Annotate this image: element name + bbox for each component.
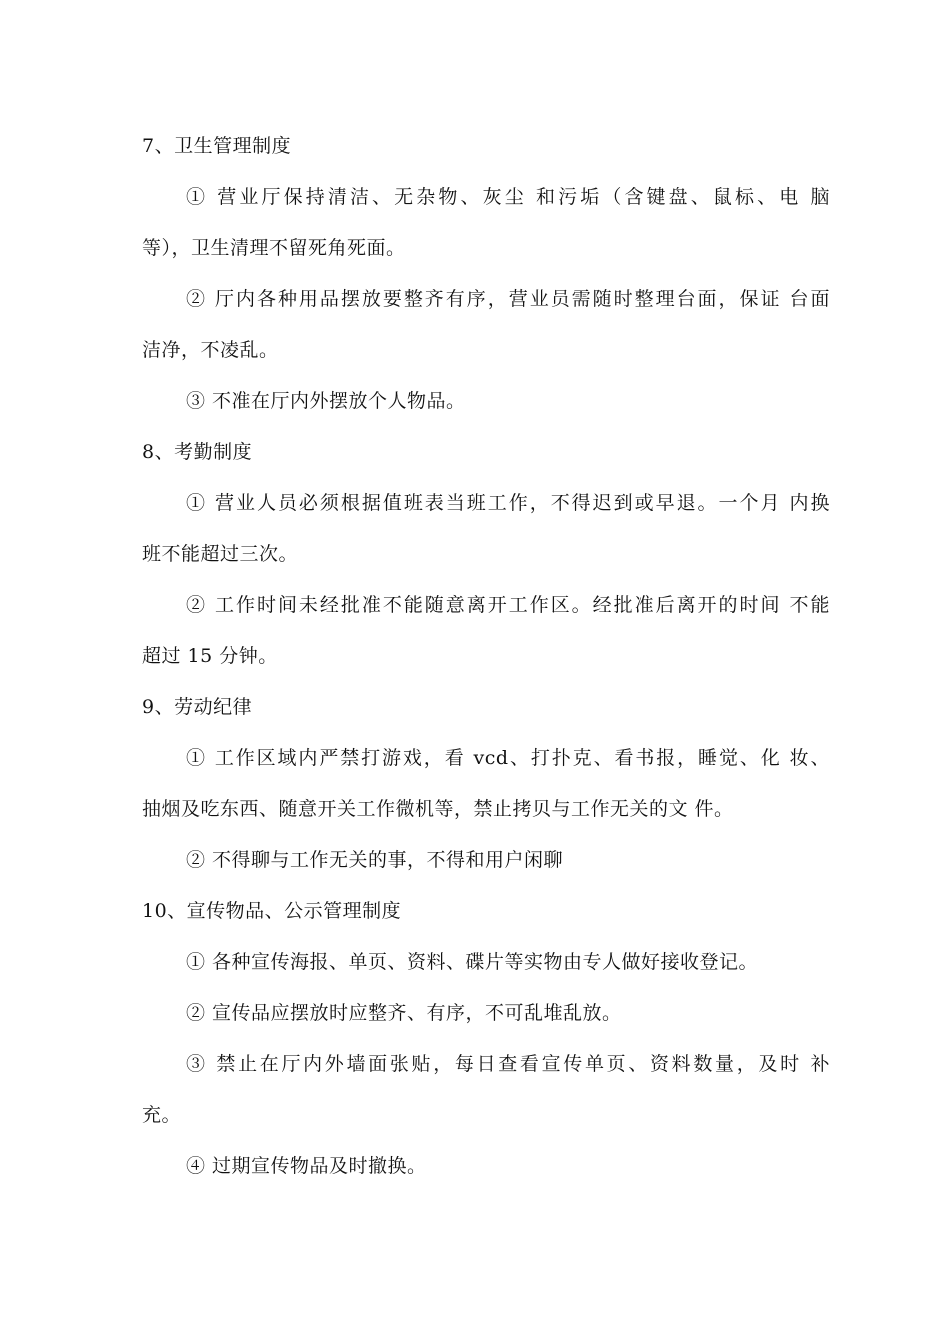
paragraph-line: 超过 15 分钟。 — [142, 645, 278, 667]
paragraph-line: 充。 — [142, 1104, 182, 1126]
paragraph-line: ① 工作区域内严禁打游戏，看 vcd、打扑克、看书报，睡觉、化 妆、 — [186, 747, 830, 769]
paragraph-line: 等），卫生清理不留死角死面。 — [142, 237, 406, 259]
paragraph-line: ② 宣传品应摆放时应整齐、有序，不可乱堆乱放。 — [186, 1002, 622, 1024]
paragraph-line: 洁净，不凌乱。 — [142, 339, 279, 361]
section-heading-attendance: 8、考勤制度 — [142, 441, 253, 463]
paragraph-line: 班不能超过三次。 — [142, 543, 299, 565]
document-body — [142, 121, 830, 1192]
paragraph-line: ② 厅内各种用品摆放要整齐有序，营业员需随时整理台面，保证 台面 — [186, 288, 830, 310]
paragraph-line: ③ 禁止在厅内外墙面张贴，每日查看宣传单页、资料数量，及时 补 — [186, 1053, 830, 1075]
paragraph-line: ③ 不准在厅内外摆放个人物品。 — [186, 390, 466, 412]
section-heading-labor-discipline: 9、劳动纪律 — [142, 696, 253, 718]
paragraph-line: ④ 过期宣传物品及时撤换。 — [186, 1155, 427, 1177]
paragraph-line: ② 不得聊与工作无关的事，不得和用户闲聊 — [186, 849, 564, 871]
section-heading-sanitation: 7、卫生管理制度 — [142, 135, 292, 157]
paragraph-line: 抽烟及吃东西、随意开关工作微机等，禁止拷贝与工作无关的文 件。 — [142, 798, 734, 820]
paragraph-line: ① 各种宣传海报、单页、资料、碟片等实物由专人做好接收登记。 — [186, 951, 759, 973]
paragraph-line: ① 营业人员必须根据值班表当班工作，不得迟到或早退。一个月 内换 — [186, 492, 830, 514]
section-heading-publicity: 10、宣传物品、公示管理制度 — [142, 900, 402, 922]
paragraph-line: ② 工作时间未经批准不能随意离开工作区。经批准后离开的时间 不能 — [186, 594, 830, 616]
paragraph-line: ① 营业厅保持清洁、无杂物、灰尘 和污垢（含键盘、鼠标、电 脑 — [186, 186, 830, 208]
